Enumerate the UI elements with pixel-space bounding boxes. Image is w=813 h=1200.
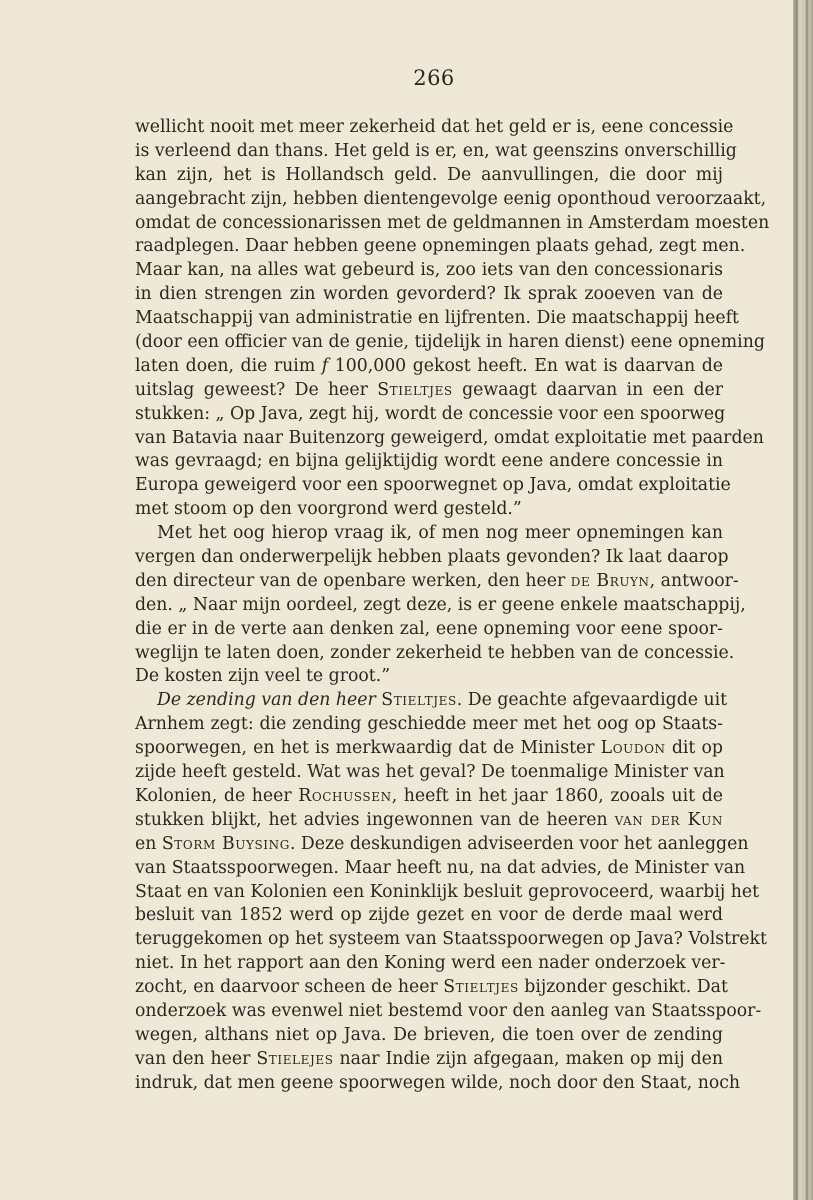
text-segment: aangebracht zijn, hebben dientengevolge eenig oponthoud veroorzaakt,	[135, 188, 767, 209]
text-segment: raadplegen. Daar hebben geene opnemingen plaats gehad, zegt men.	[135, 236, 746, 257]
text-segment: Arnhem zegt: die zending geschiedde meer met het oog op Staats-	[135, 714, 723, 735]
text-segment: (door een officier van de genie, tijdelijk in haren dienst) eene opneming	[135, 332, 765, 353]
text-line	[135, 498, 723, 522]
text-segment: en	[135, 833, 162, 854]
body-text	[135, 116, 770, 1096]
text-line	[135, 188, 767, 212]
text-segment: zijde heeft gesteld. Wat was het geval? De toenmalige Minister van	[135, 762, 725, 783]
text-segment: dit op	[665, 738, 723, 759]
text-segment: spoorwegen, en het is merkwaardig dat de Minister	[135, 738, 601, 759]
text-line	[135, 212, 770, 236]
text-segment: wellicht nooit met meer zekerheid dat het geld er is, eene concessie	[135, 117, 734, 137]
small-caps-name: Stieltjes	[443, 977, 519, 998]
text-segment: weglijn te laten doen, zonder zekerheid te hebben van de concessie.	[135, 642, 735, 663]
small-caps-name: van der Kun	[614, 809, 723, 830]
small-caps-name: Stieltjes	[381, 690, 457, 711]
text-segment: 100,000 gekost heeft. En wat is daarvan de	[328, 355, 723, 376]
text-line	[135, 594, 746, 618]
text-segment: besluit van 1852 werd op zijde gezet en voor de derde maal werd	[135, 905, 723, 926]
text-line	[135, 809, 723, 833]
text-segment: gewaagt daarvan in een der	[452, 379, 723, 400]
text-line	[135, 1000, 762, 1024]
text-segment: Maar kan, na alles wat gebeurd is, zoo iets van den concessionaris	[135, 260, 723, 281]
book-edge	[793, 0, 813, 1200]
text-segment: . Deze deskundigen adviseerden voor het aanleggen	[289, 833, 749, 854]
small-caps-name: Stielejes	[256, 1048, 334, 1069]
text-line	[135, 522, 723, 546]
text-segment: vergen dan onderwerpelijk hebben plaats gevonden? Ik laat daarop	[135, 547, 729, 568]
text-segment: bijzonder geschikt. Dat	[518, 977, 728, 998]
text-segment: teruggekomen op het systeem van Staatsspoorwegen op Java? Volstrekt	[135, 929, 767, 950]
text-line	[135, 1024, 723, 1048]
text-segment: zocht, en daarvoor scheen de heer	[135, 977, 444, 998]
italic-text: De zending van den heer	[157, 690, 376, 711]
text-line	[135, 474, 731, 498]
text-segment: niet. In het rapport aan den Koning werd een nader onderzoek ver-	[135, 953, 726, 974]
text-segment: met stoom op den voorgrond werd gesteld.”	[135, 499, 522, 520]
text-segment: Europa geweigerd voor een spoorwegnet op Java, omdat exploitatie	[135, 475, 731, 496]
text-line	[135, 761, 723, 785]
text-line	[135, 403, 726, 427]
text-segment: die er in de verte aan denken zal, eene opneming voor eene spoor-	[135, 618, 723, 639]
text-line	[135, 689, 728, 713]
text-segment: Met het oog hierop vraag ik, of men nog meer opnemingen kan	[157, 523, 723, 544]
text-line	[135, 379, 723, 403]
text-segment: . De geachte afgevaardigde uit	[456, 690, 728, 711]
text-line	[135, 1072, 741, 1096]
text-segment: uitslag geweest? De heer	[135, 379, 378, 400]
text-line	[135, 283, 723, 307]
text-segment: Maatschappij van administratie en lijfrenten. Die maatschappij heeft	[135, 308, 739, 329]
text-line	[135, 450, 723, 474]
text-segment: stukken blijkt, het advies ingewonnen van de heeren	[135, 809, 615, 830]
text-line	[135, 307, 739, 331]
text-segment: Staat en van Kolonien een Koninklijk besluit geprovoceerd, waarbij het	[135, 881, 760, 902]
text-line	[135, 928, 767, 952]
small-caps-name: de Bruyn	[570, 570, 650, 591]
text-line	[135, 116, 734, 140]
text-line	[135, 164, 723, 188]
text-segment: van Staatsspoorwegen. Maar heeft nu, na dat advies, de Minister van	[135, 857, 746, 878]
text-line	[135, 713, 723, 737]
text-line	[135, 331, 765, 355]
text-segment: indruk, dat men geene spoorwegen wilde, noch door den Staat, noch	[135, 1072, 741, 1093]
small-caps-name: Stieltjes	[377, 379, 453, 400]
text-line	[135, 952, 726, 976]
small-caps-name: Rochussen	[298, 785, 392, 806]
text-line	[135, 235, 746, 259]
text-segment: is verleend dan thans. Het geld is er, en, wat geenszins onverschillig	[135, 140, 737, 161]
text-segment: omdat de concessionarissen met de geldmannen in Amsterdam moesten	[135, 212, 770, 233]
text-segment: naar Indie zijn afgegaan, maken op mij den	[333, 1048, 723, 1069]
text-line	[135, 785, 723, 809]
text-line	[135, 737, 723, 761]
text-segment: was gevraagd; en bijna gelijktijdig wordt eene andere concessie in	[135, 451, 723, 472]
text-segment: den directeur van de openbare werken, den heer	[135, 570, 571, 591]
text-segment: van Batavia naar Buitenzorg geweigerd, omdat exploitatie met paarden	[135, 427, 764, 448]
text-line	[135, 546, 729, 570]
text-line	[135, 976, 728, 1000]
text-line	[135, 259, 723, 283]
text-line	[135, 140, 737, 164]
text-segment: wegen, althans niet op Java. De brieven, die toen over de zending	[135, 1024, 723, 1045]
text-line	[135, 618, 723, 642]
text-segment: van den heer	[135, 1048, 257, 1069]
text-segment: , antwoor-	[649, 570, 739, 591]
text-line	[135, 833, 749, 857]
small-caps-name: Loudon	[600, 738, 666, 759]
text-segment: stukken: „ Op Java, zegt hij, wordt de concessie voor een spoorweg	[135, 403, 726, 424]
italic-text: f	[321, 355, 329, 376]
text-segment: onderzoek was evenwel niet bestemd voor den aanleg van Staatsspoor-	[135, 1000, 762, 1021]
text-line	[135, 857, 746, 881]
text-segment: in dien strengen zin worden gevorderd? Ik sprak zooeven van de	[135, 284, 723, 305]
text-segment: , heeft in het jaar 1860, zooals uit de	[391, 785, 723, 806]
page-number: 266	[413, 66, 455, 90]
text-line	[135, 642, 735, 666]
text-line	[135, 570, 739, 594]
text-line	[135, 355, 723, 379]
text-line	[135, 904, 723, 928]
text-segment: De kosten zijn veel te groot.”	[135, 666, 391, 687]
text-line	[135, 427, 764, 451]
text-line	[135, 881, 760, 905]
text-line	[135, 1048, 723, 1072]
text-segment: laten doen, die ruim	[135, 355, 322, 376]
text-segment: Kolonien, de heer	[135, 785, 299, 806]
text-segment: den. „ Naar mijn oordeel, zegt deze, is er geene enkele maatschappij,	[135, 594, 746, 615]
small-caps-name: Storm Buysing	[161, 833, 290, 854]
text-segment: kan zijn, het is Hollandsch geld. De aanvullingen, die door mij	[135, 164, 723, 185]
text-line	[135, 665, 723, 689]
